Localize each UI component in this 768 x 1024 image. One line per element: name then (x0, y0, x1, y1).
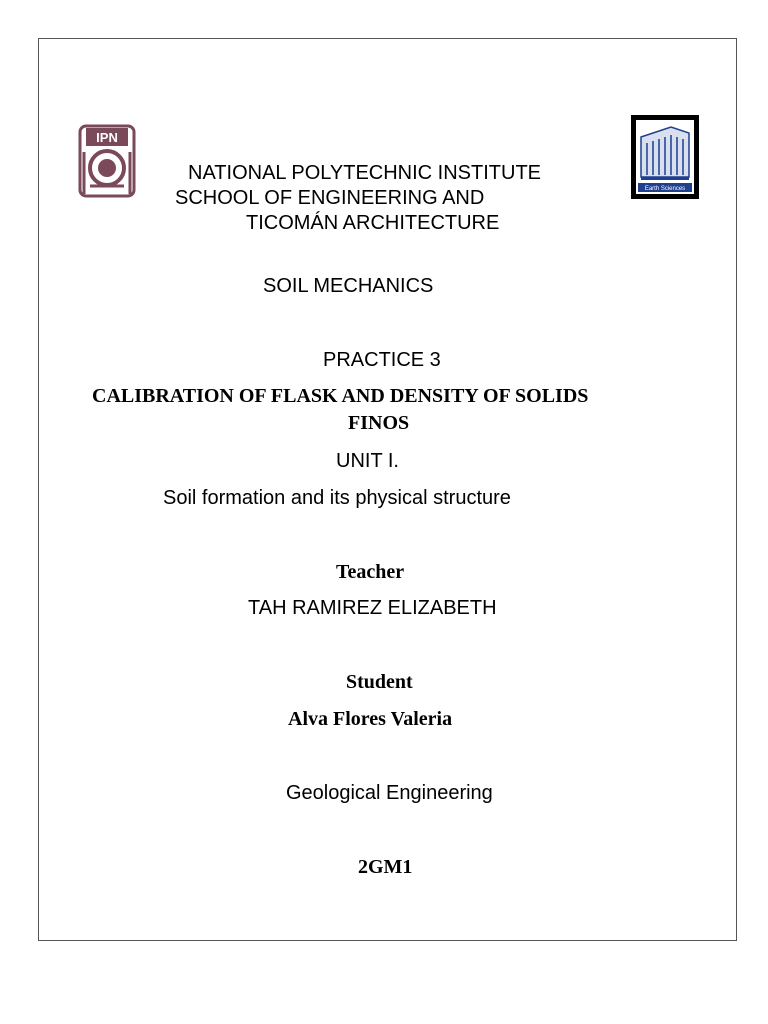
practice-title-line2: FINOS (348, 412, 410, 434)
practice-title-line1: CALIBRATION OF FLASK AND DENSITY OF SOLIDS (92, 385, 589, 407)
program-name: Geological Engineering (286, 782, 493, 804)
teacher-label: Teacher (336, 561, 405, 583)
svg-text:IPN: IPN (96, 130, 118, 145)
course-name: SOIL MECHANICS (263, 275, 434, 297)
ipn-logo-icon (76, 122, 138, 200)
unit-topic: Soil formation and its physical structure (163, 487, 511, 509)
institute-name: NATIONAL POLYTECHNIC INSTITUTE (188, 162, 541, 184)
teacher-name: TAH RAMIREZ ELIZABETH (248, 597, 497, 619)
student-label: Student (346, 671, 413, 693)
practice-number: PRACTICE 3 (323, 349, 441, 371)
school-name-line2: TICOMÁN ARCHITECTURE (246, 212, 500, 234)
student-name: Alva Flores Valeria (288, 708, 453, 730)
esia-logo-caption: Earth Sciences (644, 186, 686, 192)
esia-logo-icon (631, 115, 699, 199)
group-code: 2GM1 (358, 856, 413, 878)
school-name-line1: SCHOOL OF ENGINEERING AND (175, 187, 485, 209)
unit-label: UNIT I. (336, 450, 399, 472)
